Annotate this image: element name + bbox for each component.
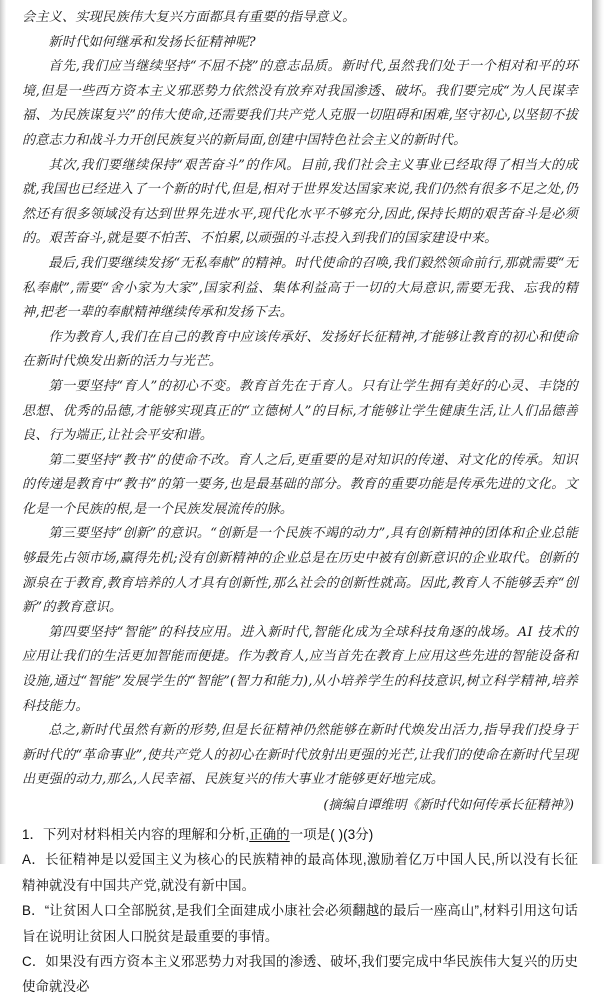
passage-paragraph: 第四要坚持“智能”的科技应用。进入新时代,智能化成为全球科技角逐的战场。AI 技术的应用让我们的生活更加智能而便捷。作为教育人,应当首先在教育上应用这些先进的智能设备和设施,通过“智能”发展学生的“智能”(智力和能力),从小培养学生的科技意识,树立科学精神,培养科技能力。 (22, 624, 578, 714)
reading-passage (22, 6, 578, 793)
question-1-option-b[interactable] (22, 898, 578, 949)
passage-paragraph: 其次,我们要继续保持“艰苦奋斗”的作风。目前,我们社会主义事业已经取得了相当大的成就,我国也已经进入了一个新的时代,但是,相对于世界发达国家来说,我们仍然有很多不足之处,仍然还有很多领域没有达到世界先进水平,现代化水平不够充分,因此,保持长期的艰苦奋斗是必须的。艰苦奋斗,就是要不怕苦、不怕累,以顽强的斗志投入到我们的国家建设中来。 (22, 157, 578, 247)
passage-paragraph: 第一要坚持“育人”的初心不变。教育首先在于育人。只有让学生拥有美好的心灵、丰饶的思想、优秀的品德,才能够实现真正的“立德树人”的目标,才能够让学生健康生活,让人们品德善良、行为端正,让社会平安和谐。 (22, 378, 578, 444)
question-list (22, 822, 578, 1000)
passage-paragraph: 第三要坚持“创新”的意识。“创新是一个民族不竭的动力”,具有创新精神的团体和企业总能够最先占领市场,赢得先机;没有创新精神的企业总是在历史中被有创新意识的企业取代。创新的源泉在于教育,教育培养的人才具有创新性,那么社会的创新性就高。因此,教育人不能够丢弃“创新”的教育意识。 (22, 526, 578, 616)
passage-source-attribution: (摘编自谭维明《新时代如何传承长征精神》) (323, 798, 574, 813)
passage-paragraph: 最后,我们要继续发扬“无私奉献”的精神。时代使命的召唤,我们毅然领命前行,那就需要“无私奉献”,需要“舍小家为大家”,国家利益、集体利益高于一切的大局意识,需要无我、忘我的精神,把老一辈的奉献精神继续传承和发扬下去。 (22, 255, 578, 321)
page-content (6, 0, 592, 1000)
question-1-stem-emphasis: 正确的 (249, 827, 290, 842)
option-a-text: 长征精神是以爱国主义为核心的民族精神的最高体现,激励着亿万中国人民,所以没有长征精神就没有中国共产党,就没有新中国。 (22, 852, 578, 893)
option-c-label: C． (22, 954, 46, 970)
option-b-text: “让贫困人口全部脱贫,是我们全面建成小康社会必须翻越的最后一座高山”,材料引用这句话旨在说明让贫困人口脱贫是最重要的事情。 (22, 903, 578, 944)
question-1-option-c[interactable] (22, 949, 578, 1000)
question-1-stem (22, 822, 578, 847)
question-1-stem-before: 下列对材料相关内容的理解和分析, (43, 827, 250, 842)
question-1-number: 1． (22, 827, 44, 842)
passage-paragraph: 总之,新时代虽然有新的形势,但是长征精神仍然能够在新时代焕发出活力,指导我们投身于新时代的“革命事业”,使共产党人的初心在新时代放射出更强的光芒,让我们的使命在新时代呈现出更强的动力,那么,人民幸福、民族复兴的伟大事业才能够更好地完成。 (22, 723, 578, 788)
passage-paragraph: 新时代如何继承和发扬长征精神呢? (48, 34, 256, 50)
question-1-option-a[interactable] (22, 847, 578, 898)
question-1-stem-after: 一项是( )(3分) (289, 827, 374, 842)
option-a-label: A． (22, 852, 46, 868)
option-b-label: B． (22, 903, 45, 919)
passage-paragraph: 第二要坚持“教书”的使命不改。育人之后,更重要的是对知识的传递、对文化的传承。知识的传递是教育中“教书”的第一要务,也是最基础的部分。教育的重要功能是传承先进的文化。文化是一个民族的根,是一个民族发展流传的脉。 (22, 452, 578, 517)
page-edge-shadow-right (592, 0, 604, 864)
passage-paragraph: 首先,我们应当继续坚持“不屈不挠”的意志品质。新时代,虽然我们处于一个相对和平的环境,但是一些西方资本主义邪恶势力依然没有放弃对我国渗透、破坏。我们要完成“为人民谋幸福、为民族谋复兴”的伟大使命,还需要我们共产党人克服一切阻碍和困难,坚守初心,以坚韧不拔的意志力和战斗力开创民族复兴的新局面,创建中国特色社会主义的新时代。 (22, 59, 578, 148)
paper-sheet (6, 0, 592, 995)
passage-paragraph: 会主义、实现民族伟大复兴方面都具有重要的指导意义。 (22, 10, 356, 25)
option-c-text: 如果没有西方资本主义邪恶势力对我国的渗透、破坏,我们要完成中华民族伟大复兴的历史使命就没必 (22, 954, 579, 995)
passage-paragraph: 作为教育人,我们在自己的教育中应该传承好、发扬好长征精神,才能够让教育的初心和使命在新时代焕发出新的活力与光芒。 (22, 329, 578, 370)
